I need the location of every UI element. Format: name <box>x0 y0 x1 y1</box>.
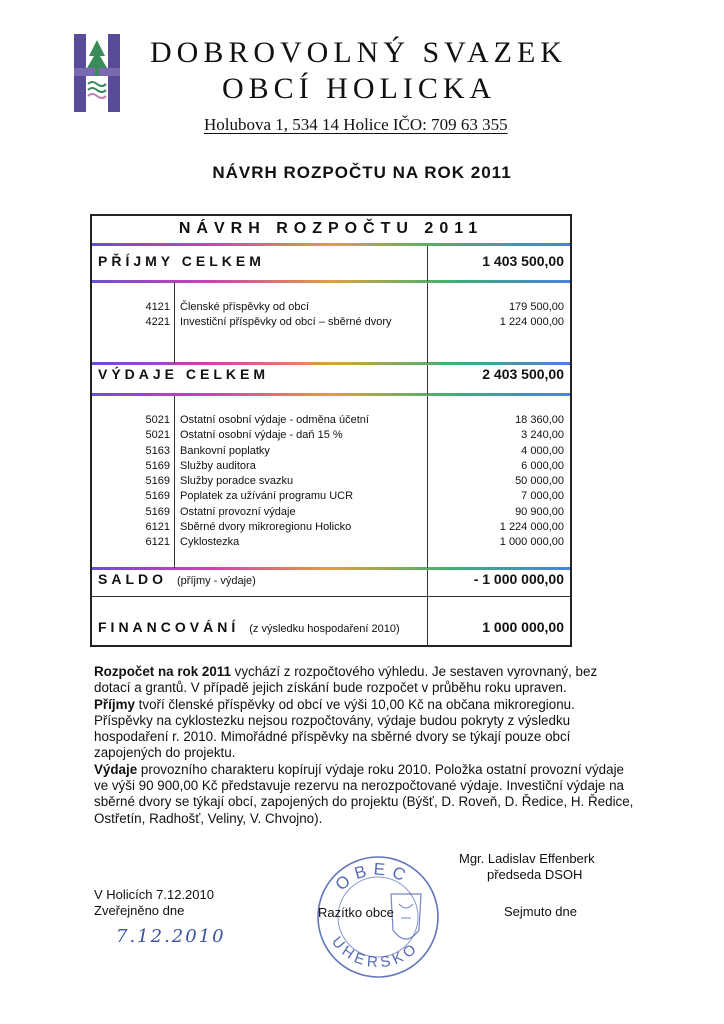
divider <box>174 396 175 568</box>
org-name-line1: DOBROVOLNÝ SVAZEK <box>150 36 567 69</box>
divider <box>427 570 428 597</box>
table-row <box>92 505 570 520</box>
paragraph-lead: Rozpočet na rok 2011 <box>94 664 231 679</box>
handwritten-date: 7.12.2010 <box>116 926 226 947</box>
table-row <box>92 489 570 504</box>
divider <box>92 567 570 570</box>
item-code: 6121 <box>145 521 170 534</box>
paragraph <box>94 664 634 697</box>
table-row <box>92 315 570 330</box>
item-value: 1 000 000,00 <box>499 536 564 549</box>
paragraph <box>94 762 634 827</box>
document-title: NÁVRH ROZPOČTU NA ROK 2011 <box>212 163 512 182</box>
item-value: 7 000,00 <box>521 490 564 503</box>
divider <box>92 280 570 283</box>
financing-note: (z výsledku hospodaření 2010) <box>249 623 400 635</box>
stamp-label: Razítko obce <box>318 905 394 920</box>
paragraph-lead: Příjmy <box>94 696 135 712</box>
stamp-text-top: OBEC <box>331 859 414 895</box>
divider <box>427 597 428 647</box>
item-description: Cyklostezka <box>180 536 240 549</box>
item-value: 4 000,00 <box>521 444 564 457</box>
signatory-name: Mgr. Ladislav Effenberk <box>459 851 595 866</box>
table-row <box>92 444 570 459</box>
item-code: 4121 <box>145 301 170 313</box>
table-title: NÁVRH ROZPOČTU 2011 <box>178 220 484 237</box>
paragraph <box>94 697 634 762</box>
budget-explanation <box>94 664 634 827</box>
item-code: 5021 <box>145 429 170 442</box>
table-row <box>92 428 570 443</box>
item-description: Služby poradce svazku <box>180 475 294 488</box>
financing-row <box>98 619 400 635</box>
paragraph-text: vychází z rozpočtového výhledu. Je sestaven vyrovnaný, bez dotací a grantů. V případě jejich získání bude rozpočet v průběhu roku upraven. <box>94 664 598 696</box>
paragraph-text: tvoří členské příspěvky od obcí ve výši 10,00 Kč na občana mikroregionu. Příspěvky na cyklostezku nejsou rozpočtovány, výdaje budou pokryty z výsledku hospodaření r. 2010. Mimořádné příspěvky na sběrné dvory se týkají pouze obcí zapojených do projektu. <box>94 696 575 761</box>
signatory-role: předseda DSOH <box>487 867 583 882</box>
org-name-line2: OBCÍ HOLICKA <box>222 72 497 105</box>
item-description: Služby auditora <box>180 459 256 472</box>
divider <box>92 596 570 597</box>
item-description: Členské příspěvky od obcí <box>180 301 310 313</box>
paragraph-lead: Výdaje <box>94 761 138 777</box>
divider <box>92 243 570 246</box>
table-row <box>92 535 570 550</box>
item-code: 4221 <box>145 316 170 329</box>
item-description: Sběrné dvory mikroregionu Holicko <box>180 521 352 534</box>
expenses-total: 2 403 500,00 <box>482 366 564 382</box>
item-value: 18 360,00 <box>515 414 564 426</box>
org-address: Holubova 1, 534 14 Holice IČO: 709 63 355 <box>204 115 508 134</box>
item-code: 5169 <box>145 490 170 503</box>
table-row <box>92 413 570 428</box>
item-value: 90 900,00 <box>515 505 564 518</box>
item-value: 6 000,00 <box>521 459 564 472</box>
divider <box>427 396 428 568</box>
divider <box>427 246 428 281</box>
income-total: 1 403 500,00 <box>482 253 564 269</box>
income-label: PŘÍJMY CELKEM <box>98 253 265 269</box>
item-description: Bankovní poplatky <box>180 444 270 457</box>
item-code: 5169 <box>145 505 170 518</box>
svg-text:OBEC <box>332 859 414 894</box>
item-description: Ostatní osobní výdaje - daň 15 % <box>180 429 343 442</box>
item-code: 5021 <box>145 414 170 426</box>
item-code: 5169 <box>145 475 170 488</box>
item-description: Poplatek za užívání programu UCR <box>180 490 354 503</box>
item-description: Ostatní provozní výdaje <box>180 505 296 518</box>
budget-table <box>90 214 572 647</box>
table-row <box>92 474 570 489</box>
logo <box>72 34 122 112</box>
divider <box>92 362 570 365</box>
balance-value: - 1 000 000,00 <box>473 571 564 587</box>
table-row <box>92 520 570 535</box>
place-date: V Holicích 7.12.2010 <box>94 887 214 902</box>
item-description: Investiční příspěvky od obcí – sběrné dvory <box>180 316 392 329</box>
item-value: 179 500,00 <box>508 301 564 313</box>
published-label: Zveřejněno dne <box>94 903 185 918</box>
divider <box>174 283 175 363</box>
expenses-label: VÝDAJE CELKEM <box>98 366 270 382</box>
item-value: 50 000,00 <box>515 475 564 488</box>
item-code: 5169 <box>145 459 170 472</box>
table-row <box>92 459 570 474</box>
item-description: Ostatní osobní výdaje - odměna účetní <box>180 414 369 426</box>
balance-label: SALDO <box>98 571 167 587</box>
paragraph-text: provozního charakteru kopírují výdaje roku 2010. Položka ostatní provozní výdaje ve výši 90 900,00 Kč představuje rezervu na nerozpočtované výdaje. Investiční výdaje na sběrné dvory se týkají obcí, zapojených do projektu (Býšť, D. Roveň, D. Ředice, H. Ředice, Ostřetín, Radhošť, Veliny, V. Chvojno). <box>94 761 634 826</box>
table-row <box>92 300 570 315</box>
divider <box>92 393 570 396</box>
balance-row <box>98 571 256 587</box>
item-value: 1 224 000,00 <box>499 521 564 534</box>
balance-note: (příjmy - výdaje) <box>177 575 256 587</box>
expense-items <box>92 413 570 551</box>
item-code: 5163 <box>145 444 170 457</box>
item-value: 3 240,00 <box>521 429 564 442</box>
item-code: 6121 <box>145 536 170 549</box>
removed-label: Sejmuto dne <box>504 904 577 919</box>
financing-label: FINANCOVÁNÍ <box>98 619 240 635</box>
divider <box>427 283 428 363</box>
income-items <box>92 300 570 331</box>
financing-value: 1 000 000,00 <box>482 619 564 635</box>
stamp-text-bottom: UHERSKO <box>328 933 423 972</box>
item-value: 1 224 000,00 <box>499 316 564 329</box>
divider <box>427 365 428 394</box>
